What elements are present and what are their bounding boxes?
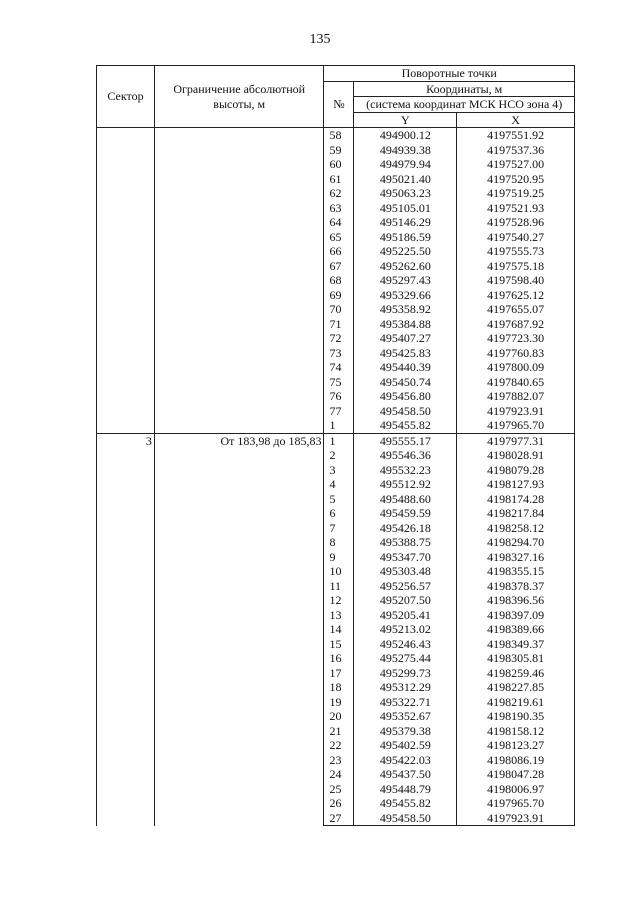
y-coordinate-cell: 495458.50 <box>354 811 457 826</box>
y-coordinate-cell: 495225.50 <box>354 244 457 259</box>
x-coordinate-cell: 4198006.97 <box>457 782 575 797</box>
point-number-cell: 68 <box>324 273 354 288</box>
y-coordinate-cell: 495384.88 <box>354 317 457 332</box>
point-number-cell: 65 <box>324 230 354 245</box>
point-number-cell: 67 <box>324 259 354 274</box>
point-number-cell: 10 <box>324 564 354 579</box>
point-number-cell: 6 <box>324 506 354 521</box>
point-number-cell: 9 <box>324 550 354 565</box>
point-number-cell: 19 <box>324 695 354 710</box>
y-coordinate-cell: 495358.92 <box>354 302 457 317</box>
x-coordinate-cell: 4198123.27 <box>457 738 575 753</box>
x-coordinate-cell: 4197965.70 <box>457 418 575 433</box>
page-number: 135 <box>309 32 331 47</box>
point-number-cell: 70 <box>324 302 354 317</box>
point-number-cell: 1 <box>324 433 354 448</box>
y-coordinate-cell: 495329.66 <box>354 288 457 303</box>
point-number-cell: 25 <box>324 782 354 797</box>
y-coordinate-cell: 495555.17 <box>354 433 457 448</box>
x-coordinate-cell: 4198349.37 <box>457 637 575 652</box>
point-number-cell: 21 <box>324 724 354 739</box>
y-coordinate-cell: 495299.73 <box>354 666 457 681</box>
header-y: Y <box>354 112 457 128</box>
y-coordinate-cell: 495246.43 <box>354 637 457 652</box>
y-coordinate-cell: 495021.40 <box>354 172 457 187</box>
point-number-cell: 61 <box>324 172 354 187</box>
point-number-cell: 77 <box>324 404 354 419</box>
coordinates-table <box>96 65 575 826</box>
y-coordinate-cell: 495450.74 <box>354 375 457 390</box>
x-coordinate-cell: 4197598.40 <box>457 273 575 288</box>
x-coordinate-cell: 4197519.25 <box>457 186 575 201</box>
y-coordinate-cell: 494900.12 <box>354 128 457 143</box>
y-coordinate-cell: 495312.29 <box>354 680 457 695</box>
x-coordinate-cell: 4198174.28 <box>457 492 575 507</box>
x-coordinate-cell: 4197555.73 <box>457 244 575 259</box>
point-number-cell: 66 <box>324 244 354 259</box>
header-altitude-limit <box>154 66 324 128</box>
point-number-cell: 74 <box>324 360 354 375</box>
y-coordinate-cell: 495437.50 <box>354 767 457 782</box>
y-coordinate-cell: 495546.36 <box>354 448 457 463</box>
x-coordinate-cell: 4197655.07 <box>457 302 575 317</box>
x-coordinate-cell: 4198378.37 <box>457 579 575 594</box>
point-number-cell: 58 <box>324 128 354 143</box>
y-coordinate-cell: 495186.59 <box>354 230 457 245</box>
x-coordinate-cell: 4198397.09 <box>457 608 575 623</box>
x-coordinate-cell: 4197540.27 <box>457 230 575 245</box>
y-coordinate-cell: 495352.67 <box>354 709 457 724</box>
header-sector: Сектор <box>97 66 155 128</box>
x-coordinate-cell: 4197528.96 <box>457 215 575 230</box>
y-coordinate-cell: 494979.94 <box>354 157 457 172</box>
y-coordinate-cell: 495512.92 <box>354 477 457 492</box>
y-coordinate-cell: 495455.82 <box>354 796 457 811</box>
x-coordinate-cell: 4198327.16 <box>457 550 575 565</box>
y-coordinate-cell: 495303.48 <box>354 564 457 579</box>
y-coordinate-cell: 495262.60 <box>354 259 457 274</box>
y-coordinate-cell: 495063.23 <box>354 186 457 201</box>
altitude-limit-cell <box>154 128 324 434</box>
point-number-cell: 60 <box>324 157 354 172</box>
point-number-cell: 72 <box>324 331 354 346</box>
y-coordinate-cell: 495146.29 <box>354 215 457 230</box>
y-coordinate-cell: 495207.50 <box>354 593 457 608</box>
y-coordinate-cell: 495456.80 <box>354 389 457 404</box>
x-coordinate-cell: 4197965.70 <box>457 796 575 811</box>
point-number-cell: 3 <box>324 463 354 478</box>
y-coordinate-cell: 495347.70 <box>354 550 457 565</box>
table-header <box>97 66 575 128</box>
point-number-cell: 63 <box>324 201 354 216</box>
point-number-cell: 12 <box>324 593 354 608</box>
header-coordinates <box>354 81 575 97</box>
x-coordinate-cell: 4198396.56 <box>457 593 575 608</box>
point-number-cell: 14 <box>324 622 354 637</box>
x-coordinate-cell: 4198258.12 <box>457 521 575 536</box>
x-coordinate-cell: 4197923.91 <box>457 811 575 826</box>
point-number-cell: 62 <box>324 186 354 201</box>
x-coordinate-cell: 4198227.85 <box>457 680 575 695</box>
x-coordinate-cell: 4197687.92 <box>457 317 575 332</box>
x-coordinate-cell: 4197551.92 <box>457 128 575 143</box>
y-coordinate-cell: 495105.01 <box>354 201 457 216</box>
y-coordinate-cell: 495256.57 <box>354 579 457 594</box>
point-number-cell: 4 <box>324 477 354 492</box>
y-coordinate-cell: 495379.38 <box>354 724 457 739</box>
point-number-cell: 18 <box>324 680 354 695</box>
y-coordinate-cell: 495455.82 <box>354 418 457 433</box>
x-coordinate-cell: 4197760.83 <box>457 346 575 361</box>
y-coordinate-cell: 495213.02 <box>354 622 457 637</box>
point-number-cell: 71 <box>324 317 354 332</box>
point-number-cell: 27 <box>324 811 354 826</box>
y-coordinate-cell: 495440.39 <box>354 360 457 375</box>
sector-cell: 3 <box>97 433 155 826</box>
x-coordinate-cell: 4198219.61 <box>457 695 575 710</box>
y-coordinate-cell: 495422.03 <box>354 753 457 768</box>
header-coordinate-system: (система координат МСК НСО зона 4) <box>354 97 575 113</box>
point-number-cell: 20 <box>324 709 354 724</box>
point-number-cell: 59 <box>324 143 354 158</box>
x-coordinate-cell: 4198190.35 <box>457 709 575 724</box>
point-number-cell: 22 <box>324 738 354 753</box>
header-altitude-limit-line2: высоты, м <box>213 96 266 111</box>
y-coordinate-cell: 495275.44 <box>354 651 457 666</box>
x-coordinate-cell: 4197923.91 <box>457 404 575 419</box>
table-row <box>97 433 575 448</box>
x-coordinate-cell: 4197882.07 <box>457 389 575 404</box>
x-coordinate-cell: 4198028.91 <box>457 448 575 463</box>
point-number-cell: 7 <box>324 521 354 536</box>
y-coordinate-cell: 495532.23 <box>354 463 457 478</box>
point-number-cell: 75 <box>324 375 354 390</box>
y-coordinate-cell: 495426.18 <box>354 521 457 536</box>
header-altitude-limit-line1: Ограничение абсолютной <box>173 82 306 96</box>
x-coordinate-cell: 4197723.30 <box>457 331 575 346</box>
point-number-cell: 64 <box>324 215 354 230</box>
x-coordinate-cell: 4198259.46 <box>457 666 575 681</box>
x-coordinate-cell: 4197575.18 <box>457 259 575 274</box>
point-number-cell: 1 <box>324 418 354 433</box>
y-coordinate-cell: 495458.50 <box>354 404 457 419</box>
x-coordinate-cell: 4197521.93 <box>457 201 575 216</box>
header-number: № <box>324 81 354 128</box>
point-number-cell: 2 <box>324 448 354 463</box>
header-coordinates-line1: Координаты, м <box>426 81 503 96</box>
y-coordinate-cell: 495425.83 <box>354 346 457 361</box>
point-number-cell: 69 <box>324 288 354 303</box>
x-coordinate-cell: 4197537.36 <box>457 143 575 158</box>
x-coordinate-cell: 4198158.12 <box>457 724 575 739</box>
table-body <box>97 128 575 826</box>
x-coordinate-cell: 4198086.19 <box>457 753 575 768</box>
table-row <box>97 128 575 143</box>
point-number-cell: 11 <box>324 579 354 594</box>
x-coordinate-cell: 4198389.66 <box>457 622 575 637</box>
x-coordinate-cell: 4197520.95 <box>457 172 575 187</box>
y-coordinate-cell: 495459.59 <box>354 506 457 521</box>
point-number-cell: 73 <box>324 346 354 361</box>
x-coordinate-cell: 4197800.09 <box>457 360 575 375</box>
sector-cell <box>97 128 155 434</box>
point-number-cell: 13 <box>324 608 354 623</box>
point-number-cell: 17 <box>324 666 354 681</box>
y-coordinate-cell: 495402.59 <box>354 738 457 753</box>
point-number-cell: 5 <box>324 492 354 507</box>
y-coordinate-cell: 495448.79 <box>354 782 457 797</box>
point-number-cell: 23 <box>324 753 354 768</box>
x-coordinate-cell: 4198079.28 <box>457 463 575 478</box>
x-coordinate-cell: 4197977.31 <box>457 433 575 448</box>
point-number-cell: 15 <box>324 637 354 652</box>
header-turning-points: Поворотные точки <box>324 66 575 82</box>
y-coordinate-cell: 495322.71 <box>354 695 457 710</box>
x-coordinate-cell: 4198217.84 <box>457 506 575 521</box>
header-x: X <box>457 112 575 128</box>
y-coordinate-cell: 495297.43 <box>354 273 457 288</box>
y-coordinate-cell: 495205.41 <box>354 608 457 623</box>
x-coordinate-cell: 4198355.15 <box>457 564 575 579</box>
altitude-limit-cell: От 183,98 до 185,83 <box>154 433 324 826</box>
x-coordinate-cell: 4197840.65 <box>457 375 575 390</box>
point-number-cell: 16 <box>324 651 354 666</box>
point-number-cell: 76 <box>324 389 354 404</box>
x-coordinate-cell: 4197527.00 <box>457 157 575 172</box>
point-number-cell: 26 <box>324 796 354 811</box>
x-coordinate-cell: 4198127.93 <box>457 477 575 492</box>
x-coordinate-cell: 4198305.81 <box>457 651 575 666</box>
y-coordinate-cell: 494939.38 <box>354 143 457 158</box>
point-number-cell: 24 <box>324 767 354 782</box>
y-coordinate-cell: 495388.75 <box>354 535 457 550</box>
x-coordinate-cell: 4198047.28 <box>457 767 575 782</box>
point-number-cell: 8 <box>324 535 354 550</box>
x-coordinate-cell: 4198294.70 <box>457 535 575 550</box>
y-coordinate-cell: 495407.27 <box>354 331 457 346</box>
x-coordinate-cell: 4197625.12 <box>457 288 575 303</box>
y-coordinate-cell: 495488.60 <box>354 492 457 507</box>
